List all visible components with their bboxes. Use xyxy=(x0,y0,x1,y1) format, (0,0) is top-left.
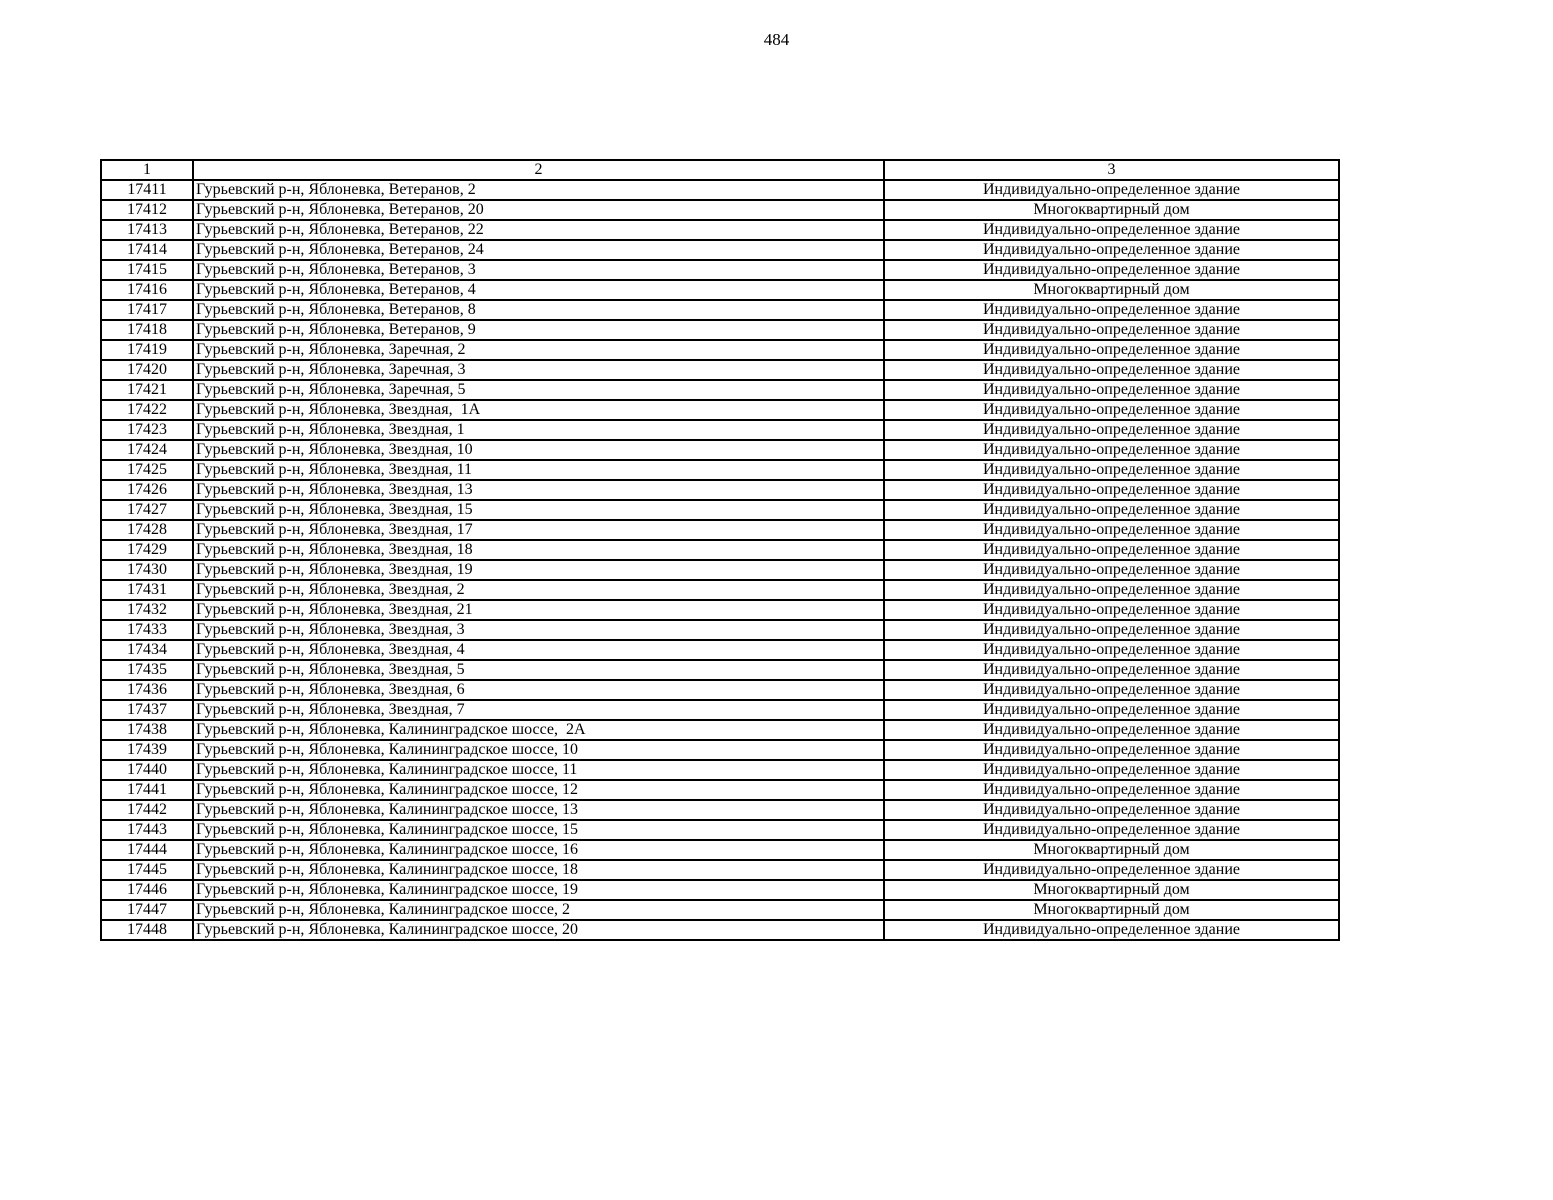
record-number-cell: 17438 xyxy=(101,720,193,740)
address-cell: Гурьевский р-н, Яблоневка, Звездная, 13 xyxy=(193,480,884,500)
object-type-cell: Индивидуально-определенное здание xyxy=(884,920,1339,940)
record-number-cell: 17426 xyxy=(101,480,193,500)
record-number-cell: 17427 xyxy=(101,500,193,520)
object-type-cell: Индивидуально-определенное здание xyxy=(884,680,1339,700)
record-number-cell: 17413 xyxy=(101,220,193,240)
table-row xyxy=(101,740,1339,760)
table-row xyxy=(101,420,1339,440)
table-row xyxy=(101,440,1339,460)
object-type-cell: Индивидуально-определенное здание xyxy=(884,520,1339,540)
address-cell: Гурьевский р-н, Яблоневка, Калининградское шоссе, 16 xyxy=(193,840,884,860)
table-row xyxy=(101,660,1339,680)
object-type-cell: Индивидуально-определенное здание xyxy=(884,380,1339,400)
record-number-cell: 17441 xyxy=(101,780,193,800)
table-row xyxy=(101,200,1339,220)
table-row xyxy=(101,840,1339,860)
record-number-cell: 17433 xyxy=(101,620,193,640)
table-row xyxy=(101,460,1339,480)
object-type-cell: Индивидуально-определенное здание xyxy=(884,540,1339,560)
table-row xyxy=(101,180,1339,200)
address-cell: Гурьевский р-н, Яблоневка, Ветеранов, 20 xyxy=(193,200,884,220)
record-number-cell: 17414 xyxy=(101,240,193,260)
object-type-cell: Индивидуально-определенное здание xyxy=(884,860,1339,880)
address-cell: Гурьевский р-н, Яблоневка, Заречная, 3 xyxy=(193,360,884,380)
record-number-cell: 17444 xyxy=(101,840,193,860)
object-type-cell: Индивидуально-определенное здание xyxy=(884,700,1339,720)
address-cell: Гурьевский р-н, Яблоневка, Звездная, 6 xyxy=(193,680,884,700)
address-cell: Гурьевский р-н, Яблоневка, Калининградское шоссе, 13 xyxy=(193,800,884,820)
object-type-cell: Индивидуально-определенное здание xyxy=(884,420,1339,440)
address-cell: Гурьевский р-н, Яблоневка, Ветеранов, 3 xyxy=(193,260,884,280)
address-cell: Гурьевский р-н, Яблоневка, Звездная, 11 xyxy=(193,460,884,480)
registry-table xyxy=(100,159,1340,941)
object-type-cell: Многоквартирный дом xyxy=(884,880,1339,900)
table-row xyxy=(101,820,1339,840)
address-cell: Гурьевский р-н, Яблоневка, Калининградское шоссе, 2 xyxy=(193,900,884,920)
table-row xyxy=(101,280,1339,300)
record-number-cell: 17417 xyxy=(101,300,193,320)
record-number-cell: 17435 xyxy=(101,660,193,680)
table-row xyxy=(101,520,1339,540)
object-type-cell: Индивидуально-определенное здание xyxy=(884,600,1339,620)
record-number-cell: 17411 xyxy=(101,180,193,200)
record-number-cell: 17424 xyxy=(101,440,193,460)
address-cell: Гурьевский р-н, Яблоневка, Калининградское шоссе, 11 xyxy=(193,760,884,780)
table-row xyxy=(101,500,1339,520)
address-cell: Гурьевский р-н, Яблоневка, Звездная, 18 xyxy=(193,540,884,560)
object-type-cell: Индивидуально-определенное здание xyxy=(884,640,1339,660)
address-cell: Гурьевский р-н, Яблоневка, Калининградское шоссе, 18 xyxy=(193,860,884,880)
address-cell: Гурьевский р-н, Яблоневка, Заречная, 5 xyxy=(193,380,884,400)
object-type-cell: Индивидуально-определенное здание xyxy=(884,760,1339,780)
object-type-cell: Индивидуально-определенное здание xyxy=(884,360,1339,380)
object-type-cell: Индивидуально-определенное здание xyxy=(884,400,1339,420)
object-type-cell: Многоквартирный дом xyxy=(884,200,1339,220)
column-number-3: 3 xyxy=(884,160,1339,180)
object-type-cell: Индивидуально-определенное здание xyxy=(884,220,1339,240)
address-cell: Гурьевский р-н, Яблоневка, Заречная, 2 xyxy=(193,340,884,360)
address-cell: Гурьевский р-н, Яблоневка, Калининградское шоссе, 15 xyxy=(193,820,884,840)
address-cell: Гурьевский р-н, Яблоневка, Калининградское шоссе, 10 xyxy=(193,740,884,760)
table-row xyxy=(101,340,1339,360)
table-row xyxy=(101,760,1339,780)
record-number-cell: 17443 xyxy=(101,820,193,840)
address-cell: Гурьевский р-н, Яблоневка, Ветеранов, 8 xyxy=(193,300,884,320)
object-type-cell: Многоквартирный дом xyxy=(884,280,1339,300)
column-number-row xyxy=(101,160,1339,180)
record-number-cell: 17431 xyxy=(101,580,193,600)
table-row xyxy=(101,860,1339,880)
record-number-cell: 17428 xyxy=(101,520,193,540)
record-number-cell: 17436 xyxy=(101,680,193,700)
address-cell: Гурьевский р-н, Яблоневка, Звездная, 4 xyxy=(193,640,884,660)
record-number-cell: 17430 xyxy=(101,560,193,580)
address-cell: Гурьевский р-н, Яблоневка, Ветеранов, 4 xyxy=(193,280,884,300)
table-row xyxy=(101,680,1339,700)
object-type-cell: Индивидуально-определенное здание xyxy=(884,740,1339,760)
record-number-cell: 17437 xyxy=(101,700,193,720)
record-number-cell: 17429 xyxy=(101,540,193,560)
record-number-cell: 17422 xyxy=(101,400,193,420)
record-number-cell: 17415 xyxy=(101,260,193,280)
record-number-cell: 17416 xyxy=(101,280,193,300)
record-number-cell: 17425 xyxy=(101,460,193,480)
table-row xyxy=(101,880,1339,900)
object-type-cell: Индивидуально-определенное здание xyxy=(884,500,1339,520)
record-number-cell: 17432 xyxy=(101,600,193,620)
object-type-cell: Индивидуально-определенное здание xyxy=(884,320,1339,340)
address-cell: Гурьевский р-н, Яблоневка, Ветеранов, 9 xyxy=(193,320,884,340)
object-type-cell: Индивидуально-определенное здание xyxy=(884,340,1339,360)
table-row xyxy=(101,320,1339,340)
table-row xyxy=(101,560,1339,580)
record-number-cell: 17420 xyxy=(101,360,193,380)
table-row xyxy=(101,480,1339,500)
address-cell: Гурьевский р-н, Яблоневка, Звездная, 5 xyxy=(193,660,884,680)
object-type-cell: Индивидуально-определенное здание xyxy=(884,260,1339,280)
table-row xyxy=(101,580,1339,600)
column-number-1: 1 xyxy=(101,160,193,180)
object-type-cell: Индивидуально-определенное здание xyxy=(884,620,1339,640)
table-row xyxy=(101,380,1339,400)
address-cell: Гурьевский р-н, Яблоневка, Звездная, 2 xyxy=(193,580,884,600)
address-cell: Гурьевский р-н, Яблоневка, Калининградское шоссе, 2А xyxy=(193,720,884,740)
object-type-cell: Индивидуально-определенное здание xyxy=(884,300,1339,320)
table-row xyxy=(101,920,1339,940)
address-cell: Гурьевский р-н, Яблоневка, Звездная, 10 xyxy=(193,440,884,460)
record-number-cell: 17412 xyxy=(101,200,193,220)
record-number-cell: 17418 xyxy=(101,320,193,340)
record-number-cell: 17423 xyxy=(101,420,193,440)
column-number-2: 2 xyxy=(193,160,884,180)
address-cell: Гурьевский р-н, Яблоневка, Калининградское шоссе, 20 xyxy=(193,920,884,940)
object-type-cell: Индивидуально-определенное здание xyxy=(884,720,1339,740)
table-row xyxy=(101,720,1339,740)
record-number-cell: 17445 xyxy=(101,860,193,880)
table-row xyxy=(101,900,1339,920)
table-row xyxy=(101,600,1339,620)
table-row xyxy=(101,300,1339,320)
record-number-cell: 17447 xyxy=(101,900,193,920)
record-number-cell: 17439 xyxy=(101,740,193,760)
record-number-cell: 17421 xyxy=(101,380,193,400)
address-cell: Гурьевский р-н, Яблоневка, Калининградское шоссе, 12 xyxy=(193,780,884,800)
address-cell: Гурьевский р-н, Яблоневка, Ветеранов, 22 xyxy=(193,220,884,240)
address-cell: Гурьевский р-н, Яблоневка, Звездная, 7 xyxy=(193,700,884,720)
object-type-cell: Индивидуально-определенное здание xyxy=(884,780,1339,800)
object-type-cell: Индивидуально-определенное здание xyxy=(884,560,1339,580)
address-cell: Гурьевский р-н, Яблоневка, Калининградское шоссе, 19 xyxy=(193,880,884,900)
address-cell: Гурьевский р-н, Яблоневка, Звездная, 1А xyxy=(193,400,884,420)
table-row xyxy=(101,700,1339,720)
address-cell: Гурьевский р-н, Яблоневка, Звездная, 3 xyxy=(193,620,884,640)
address-cell: Гурьевский р-н, Яблоневка, Звездная, 15 xyxy=(193,500,884,520)
address-cell: Гурьевский р-н, Яблоневка, Звездная, 19 xyxy=(193,560,884,580)
object-type-cell: Индивидуально-определенное здание xyxy=(884,240,1339,260)
address-cell: Гурьевский р-н, Яблоневка, Звездная, 17 xyxy=(193,520,884,540)
object-type-cell: Индивидуально-определенное здание xyxy=(884,440,1339,460)
object-type-cell: Индивидуально-определенное здание xyxy=(884,460,1339,480)
object-type-cell: Индивидуально-определенное здание xyxy=(884,580,1339,600)
address-cell: Гурьевский р-н, Яблоневка, Звездная, 1 xyxy=(193,420,884,440)
table-row xyxy=(101,400,1339,420)
record-number-cell: 17434 xyxy=(101,640,193,660)
page-number: 484 xyxy=(763,30,790,49)
table-row xyxy=(101,240,1339,260)
object-type-cell: Многоквартирный дом xyxy=(884,840,1339,860)
address-cell: Гурьевский р-н, Яблоневка, Ветеранов, 2 xyxy=(193,180,884,200)
table-row xyxy=(101,540,1339,560)
table-row xyxy=(101,220,1339,240)
object-type-cell: Многоквартирный дом xyxy=(884,900,1339,920)
address-cell: Гурьевский р-н, Яблоневка, Звездная, 21 xyxy=(193,600,884,620)
object-type-cell: Индивидуально-определенное здание xyxy=(884,480,1339,500)
record-number-cell: 17446 xyxy=(101,880,193,900)
table-row xyxy=(101,640,1339,660)
record-number-cell: 17442 xyxy=(101,800,193,820)
registry-table-body xyxy=(101,160,1339,940)
table-row xyxy=(101,780,1339,800)
object-type-cell: Индивидуально-определенное здание xyxy=(884,180,1339,200)
table-row xyxy=(101,620,1339,640)
table-row xyxy=(101,260,1339,280)
record-number-cell: 17440 xyxy=(101,760,193,780)
table-row xyxy=(101,800,1339,820)
table-row xyxy=(101,360,1339,380)
address-cell: Гурьевский р-н, Яблоневка, Ветеранов, 24 xyxy=(193,240,884,260)
object-type-cell: Индивидуально-определенное здание xyxy=(884,800,1339,820)
record-number-cell: 17448 xyxy=(101,920,193,940)
object-type-cell: Индивидуально-определенное здание xyxy=(884,820,1339,840)
record-number-cell: 17419 xyxy=(101,340,193,360)
object-type-cell: Индивидуально-определенное здание xyxy=(884,660,1339,680)
